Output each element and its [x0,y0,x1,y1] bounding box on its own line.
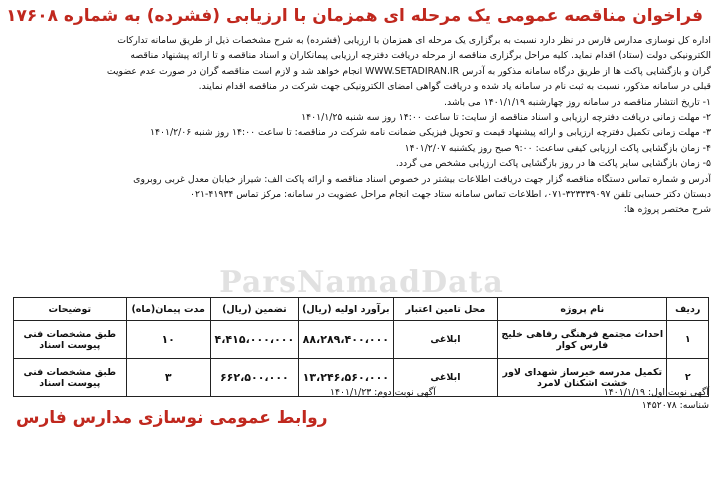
cell-guarantee [210,321,298,359]
paragraph: دبستان دکتر حسابی تلفن ۳۲۳۳۳۹۰۹۷-۰۷۱، اطلاعات تماس سامانه ستاد جهت انجام مراحل عضویت در سامانه: مرکز تماس ۴۱۹۳۴-۰۲۱ [190,189,711,201]
publication-id: شناسه: ۱۴۵۲۰۷۸ [641,400,709,411]
cell-funding-source: ابلاغی [393,359,497,397]
cell-index: ۲ [667,359,709,397]
header-estimate: برآورد اولیه (ریال) [298,298,393,321]
paragraph: ۲- مهلت زمانی دریافت دفترچه ارزیابی و اسناد مناقصه از سایت: تا ساعت ۱۴:۰۰ روز سه شنبه ۱۴۰۱/۱/۲۵ [301,112,711,124]
cell-notes: طبق مشخصات فنی پیوست اسناد [14,321,127,359]
cell-funding-source: ابلاغی [393,321,497,359]
duration-value: ۱۰ [161,333,175,346]
duration-value: ۳ [164,371,172,384]
header-guarantee: تضمین (ریال) [210,298,298,321]
paragraph: شرح مختصر پروژه ها: [623,204,711,216]
guarantee-value: ۴،۴۱۵،۰۰۰،۰۰۰ [214,333,295,346]
projects-table [13,297,709,397]
cell-duration [126,321,210,359]
header-funding-source: محل تامین اعتبار [393,298,497,321]
header-duration: مدت پیمان(ماه) [126,298,210,321]
paragraph: قبلی در سامانه مذکور، نسبت به ثبت نام در سامانه یاد شده و دریافت گواهی امضای الکترونیکی جهت شرکت در مناقصه اقدام نمایند. [198,81,711,93]
notice-body [14,33,711,218]
header-notes: توضیحات [14,298,127,321]
paragraph: ۱- تاریخ انتشار مناقصه در سامانه روز چهارشنبه ۱۴۰۱/۱/۱۹ می باشد. [444,96,711,108]
estimate-value: ۸۸،۲۸۹،۴۰۰،۰۰۰ [302,333,390,346]
notice-title: فراخوان مناقصه عمومی یک مرحله ای همزمان با ارزیابی (فشرده) به شماره ۱۷۶۰۸ [6,6,703,26]
cell-project-name: تکمیل مدرسه خیرساز شهدای لاور خشت اشکنان لامرد [498,359,667,397]
paragraph: ۴- زمان بازگشایی پاکت ارزیابی کیفی ساعت: ۹:۰۰ صبح روز یکشنبه ۱۴۰۱/۲/۰۷ [404,142,711,154]
publication-first: آگهی نوبت اول: ۱۴۰۱/۱/۱۹ [603,387,709,398]
paragraph: آدرس و شماره تماس دستگاه مناقصه گزار جهت دریافت اطلاعات بیشتر در خصوص اسناد مناقصه و ارائه پاکت الف: شیراز خیابان معدل غربی روبروی [133,173,711,185]
cell-notes: طبق مشخصات فنی پیوست اسناد [14,359,127,397]
footer-signature: روابط عمومی نوسازی مدارس فارس [16,408,328,428]
table-row [14,321,709,359]
paragraph: اداره کل نوسازی مدارس فارس در نظر دارد نسبت به برگزاری یک مرحله ای همزمان با ارزیابی (فشرده) به شرح مشخصات ذیل از طریق سامانه تدارکات [117,35,711,46]
guarantee-value: ۶۶۲،۵۰۰،۰۰۰ [219,371,289,384]
watermark: ParsNamadData [219,265,504,300]
table-header-row [14,298,709,321]
paragraph: الکترونیکی دولت (ستاد) اقدام نماید. کلیه مراحل برگزاری مناقصه از مرحله دریافت دفترچه ارزیابی پیمانکاران و اسناد مناقصه و تا ارائه پیشنهاد مناقصه [130,50,711,62]
paragraph: ۳- مهلت زمانی تکمیل دفترچه ارزیابی و ارائه پیشنهاد قیمت و تحویل فیزیکی ضمانت نامه شرکت در مناقصه: تا ساعت ۱۴:۰۰ روز شنبه ۱۴۰۱/۲/۰۶ [150,127,711,139]
estimate-value: ۱۳،۲۴۶،۵۶۰،۰۰۰ [302,371,390,384]
header-project-name: نام پروژه [498,298,667,321]
cell-index: ۱ [667,321,709,359]
cell-project-name: احداث مجتمع فرهنگی رفاهی خلیج فارس کوار [498,321,667,359]
cell-estimate [298,321,393,359]
paragraph: گران و بازگشایی پاکت ها از طریق درگاه سامانه مذکور به آدرس WWW.SETADIRAN.IR انجام خواهد شد و لازم است مناقصه گران در صورت عدم عضویت [106,65,711,77]
header-index: ردیف [667,298,709,321]
paragraph: ۵- زمان بازگشایی سایر پاکت ها در روز بازگشایی پاکت ارزیابی مشخص می گردد. [395,158,711,170]
publication-second: آگهی نوبت دوم: ۱۴۰۱/۱/۲۳ [330,387,436,398]
